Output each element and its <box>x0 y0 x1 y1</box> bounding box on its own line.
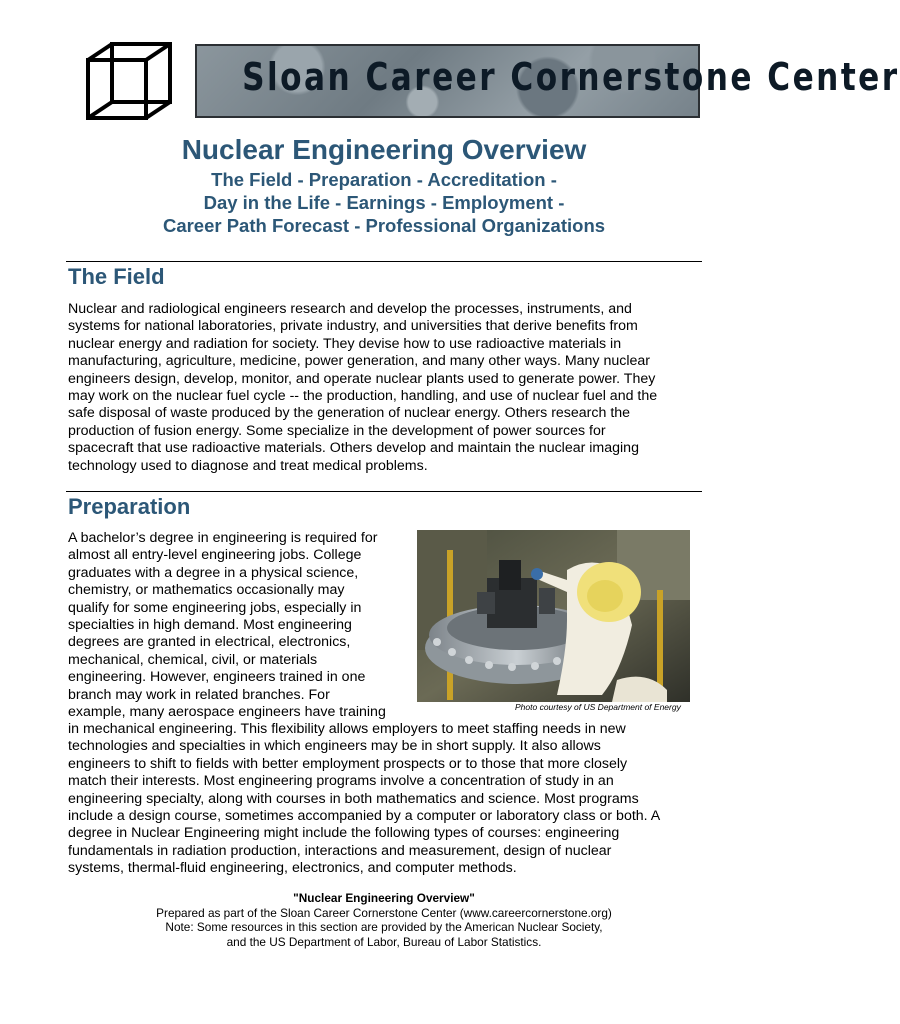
text-line: qualify for some engineering jobs, especially in <box>68 599 362 616</box>
footer-line: Note: Some resources in this section are provided by the American Nuclear Society, <box>165 920 603 934</box>
page-title: Nuclear Engineering Overview <box>181 134 587 165</box>
text-line: include a design course, sometimes accompanied by a computer or laboratory class or both. A <box>68 808 661 825</box>
text-line: A bachelor’s degree in engineering is required for <box>68 530 378 546</box>
text-line: Nuclear and radiological engineers research and develop the processes, instruments, and <box>68 301 632 317</box>
field-paragraph <box>68 301 708 475</box>
text-line: systems, thermal-fluid engineering, electronics, and computer methods. <box>68 860 517 877</box>
preparation-paragraph-narrow <box>68 530 410 721</box>
text-line: degree in Nuclear Engineering might include the following types of courses: engineering <box>68 825 620 842</box>
text-line: example, many aerospace engineers have training <box>68 704 386 721</box>
subtitle-line-3: Career Path Forecast - Professional Organizations <box>162 215 606 236</box>
text-line: fundamentals in radiation production, interactions and measurement, design of nuclear <box>68 842 612 859</box>
text-line: safe disposal of waste produced by the generation of nuclear energy. Others research the <box>68 405 631 422</box>
preparation-paragraph-wide <box>68 721 708 878</box>
footer-line: and the US Department of Labor, Bureau of Labor Statistics. <box>226 935 542 949</box>
footer-title: "Nuclear Engineering Overview" <box>293 891 475 905</box>
text-line: chemistry, or mathematics occasionally may <box>68 582 345 599</box>
text-line: almost all entry-level engineering jobs. College <box>68 547 362 564</box>
text-line: engineering. However, engineers trained in one <box>68 669 366 686</box>
text-line: technology used to diagnose and treat medical problems. <box>68 457 428 474</box>
footer-line: Prepared as part of the Sloan Career Cornerstone Center (www.careercornerstone.org) <box>156 906 612 920</box>
text-line: technologies and specialties in which engineers may be in short supply. It also allows <box>68 738 601 755</box>
photo-caption: Photo courtesy of US Department of Energy <box>515 702 681 712</box>
text-line: systems for national laboratories, private industry, and universities that derive benefits from <box>68 318 638 335</box>
text-line: engineers to shift to fields with better employment prospects or to those that more closely <box>68 755 628 772</box>
text-line: graduates with a degree in a physical science, <box>68 564 359 581</box>
nuclear-lab-photo <box>417 530 690 702</box>
text-line: specialties in high demand. Most engineering <box>68 617 352 634</box>
text-line: degrees are granted in electrical, electronics, <box>68 634 351 651</box>
header-banner <box>195 44 900 118</box>
banner-title: Sloan Career Cornerstone Center <box>242 55 900 99</box>
section-divider <box>66 491 702 492</box>
text-line: in mechanical engineering. This flexibility allows employers to meet staffing needs in new <box>68 721 626 737</box>
text-line: branch may work in related branches. For <box>68 686 330 703</box>
subtitle-line-1: The Field - Preparation - Accreditation - <box>211 169 557 190</box>
text-line: engineering specialty, along with courses in both mathematics and science. Most programs <box>68 790 639 807</box>
subtitle-line-2: Day in the Life - Earnings - Employment - <box>203 192 565 213</box>
section-heading-field: The Field <box>68 264 165 289</box>
section-divider <box>66 261 702 262</box>
text-line: nuclear energy and radiation for society. They devise how to use radioactive materials in <box>68 335 622 352</box>
text-line: engineers design, develop, monitor, and operate nuclear plants used to generate power. They <box>68 370 656 387</box>
cube-logo-icon <box>86 42 172 120</box>
text-line: spacecraft that use radioactive materials. Others develop and maintain the nuclear imaging <box>68 440 639 457</box>
text-line: mechanical, chemical, civil, or materials <box>68 651 318 668</box>
text-line: may work on the nuclear fuel cycle -- the production, handling, and use of nuclear fuel and the <box>68 388 658 405</box>
text-line: manufacturing, agriculture, medicine, power generation, and many other ways. Many nuclear <box>68 353 650 370</box>
text-line: production of fusion energy. Some specialize in the development of power sources for <box>68 422 606 439</box>
text-line: match their interests. Most engineering programs involve a concentration of study in an <box>68 773 614 790</box>
section-heading-preparation: Preparation <box>68 494 191 519</box>
